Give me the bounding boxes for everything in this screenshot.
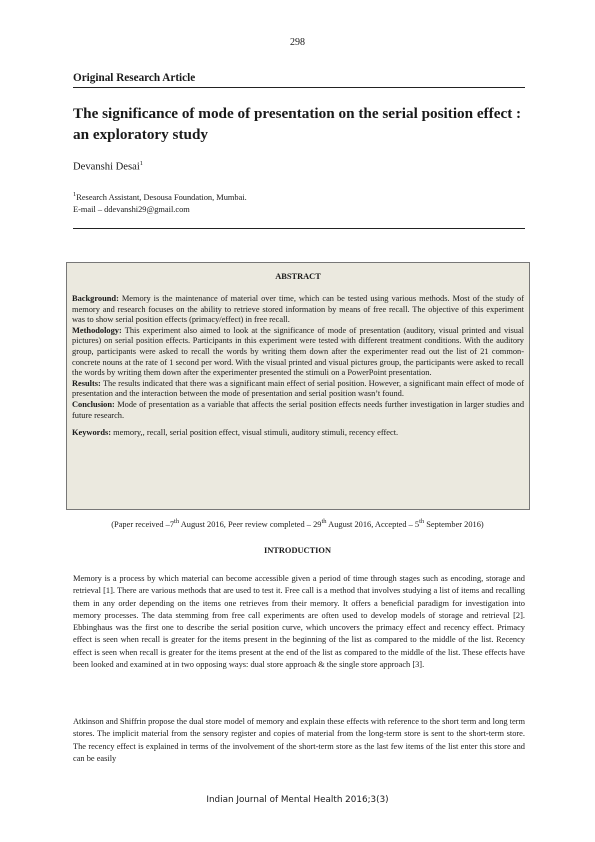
article-type-label: Original Research Article	[73, 72, 196, 84]
review-dates-part: September 2016)	[424, 519, 484, 529]
ordinal-suffix: th	[321, 518, 327, 525]
journal-footer: Indian Journal of Mental Health 2016;3(3)	[206, 795, 389, 805]
review-dates-part: August 2016, Peer review completed – 29	[179, 519, 322, 529]
affiliation-text: Research Assistant, Desousa Foundation, Mumbai.	[76, 192, 247, 202]
review-dates-part: (Paper received –7	[111, 519, 175, 529]
review-dates	[0, 518, 595, 529]
ordinal-suffix: th	[419, 518, 425, 525]
abstract-methodology-label: Methodology:	[72, 325, 122, 335]
abstract-methodology	[72, 326, 524, 379]
author-name	[73, 160, 143, 173]
abstract-heading: ABSTRACT	[275, 272, 321, 281]
keywords-label: Keywords:	[72, 428, 112, 438]
affiliation-line	[73, 189, 247, 204]
affiliation-divider	[73, 228, 525, 229]
intro-paragraph-1: Memory is a process by which material can become accessible given a period of time through stages such as encoding, storage and retrieval [1]. There are various methods that are used to test it. Free call is a method that involves studying a list of items and recalling them in any order depending on the items one retrieves from their memory. It offers a beneficial paradigm for investigation into memory processes. The data stemming from free call experiments are often used to develop models of storage and retrieval [2]. Ebbinghaus was the first one to describe the serial position curve, which uncovers the primacy effect and recency effect. Primacy effect is seen when recall is greater for the items present in the beginning of the list as compared to the middle of the list. Recency effect is seen when recall is greater for the items present at the end of the list as compared to the middle of the list. These effects have been looked and examined at in two opposing ways: dual store approach & the single store approach [3].	[73, 574, 525, 670]
abstract-background	[72, 294, 524, 326]
abstract-conclusion-text: Mode of presentation as a variable that affects the serial position effects needs further investigation in larger studies and future research.	[72, 399, 525, 420]
header-divider	[73, 87, 525, 88]
abstract-background-label: Background:	[72, 294, 119, 303]
ordinal-suffix: th	[174, 518, 180, 525]
page-number: 298	[290, 37, 305, 48]
abstract-methodology-text: This experiment also aimed to look at the significance of mode of presentation (auditory, visual printed and visual pictures) on serial position effects. Participants in this experiment were tested with different treatment conditions. With the auditory group, participants were asked to recall the words by writing them down after the experimenter read out the list of 21 common-concrete nouns at the rate of 1 second per word. With the visual printed and visual pictures group, the participants were asked to recall the words by writing them down after the experimenter presented the stimuli on a PowerPoint presentation.	[72, 325, 524, 378]
review-dates-part: August 2016, Accepted – 5	[326, 519, 420, 529]
affiliation-mark: 1	[73, 191, 77, 198]
abstract-results-text: The results indicated that there was a significant main effect of serial position. However, a significant main effect of mode of presentation and the interaction between the mode of presentation and serial position wasn’t found.	[72, 378, 524, 399]
author-name-text: Devanshi Desai	[73, 161, 140, 173]
article-title: The significance of mode of presentation on the serial position effect : an exploratory study	[73, 105, 522, 143]
keywords-text: memory,, recall, serial position effect, visual stimuli, auditory stimuli, recency effect.	[113, 428, 399, 438]
author-email: E-mail – ddevanshi29@gmail.com	[73, 205, 190, 215]
affiliation-block	[73, 189, 247, 217]
abstract-conclusion-label: Conclusion:	[72, 399, 115, 409]
author-affiliation-mark: 1	[139, 160, 144, 167]
abstract-results	[72, 379, 524, 400]
abstract-results-label: Results:	[72, 378, 101, 388]
abstract-keywords	[72, 428, 524, 439]
abstract-body	[72, 294, 524, 439]
abstract-background-text: Memory is the maintenance of material over time, which can be tested using various methods. Most of the study of memory and research focuses on the ability to retrieve stored information by means of free recall. The objective of this experiment was to show serial position effects (primacy/effect) in free recall.	[72, 294, 525, 325]
abstract-conclusion	[72, 400, 524, 421]
introduction-heading: INTRODUCTION	[263, 546, 331, 555]
intro-paragraph-2: Atkinson and Shiffrin propose the dual store model of memory and explain these effects with reference to the short term and long term stores. The implicit material from the sensory register and copies of material from the long-term store is sent to the short-term store. The recency effect is explained in terms of the involvement of the short-term store as the last few items of the list enter this store and can be easily	[73, 717, 525, 763]
